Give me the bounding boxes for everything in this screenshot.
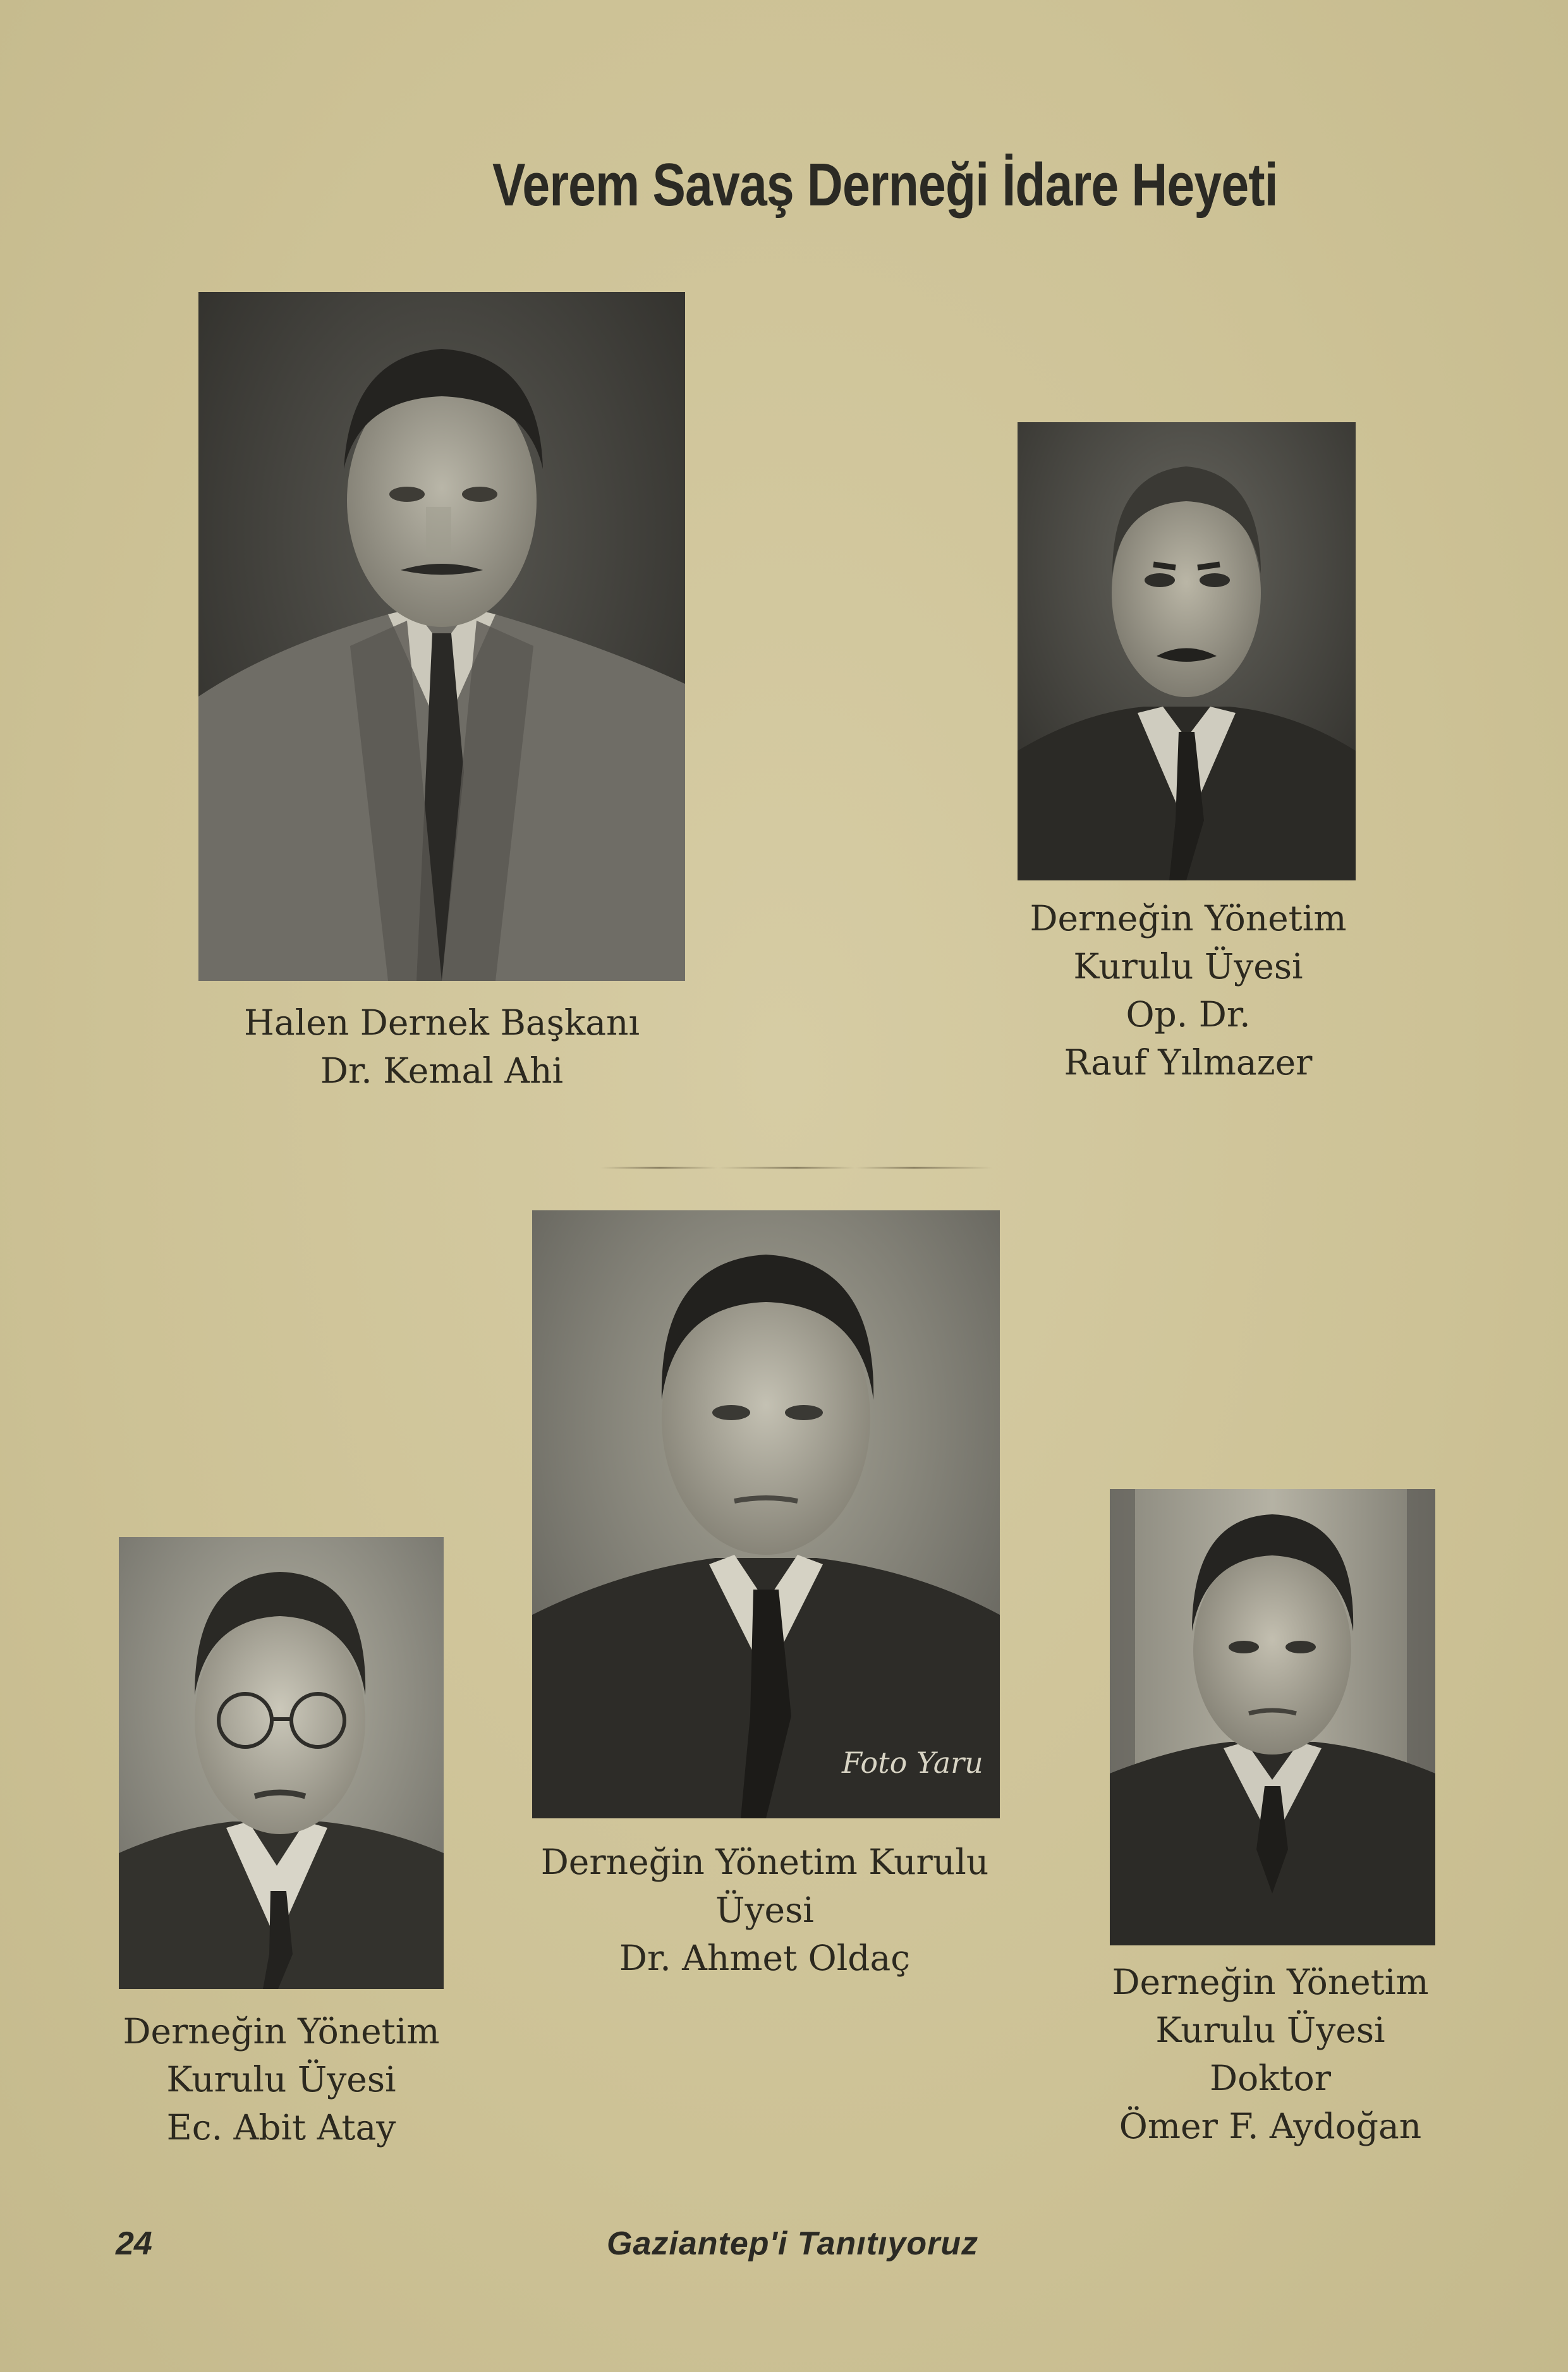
- portrait-photo-abit-atay: [119, 1537, 444, 1989]
- photographer-stamp: Foto Yaru: [842, 1746, 983, 1780]
- caption-abit-atay: [95, 2007, 468, 2151]
- caption-line: Kurulu Üyesi: [1155, 2010, 1385, 2050]
- caption-line: Ec. Abit Atay: [166, 2107, 396, 2148]
- caption-line: Derneğin Yönetim Kurulu: [540, 1842, 989, 1882]
- caption-rauf-yilmazer: [986, 894, 1390, 1086]
- page-title: Verem Savaş Derneği İdare Heyeti: [492, 151, 1278, 219]
- caption-line: Derneğin Yönetim: [1030, 898, 1347, 939]
- portrait-photo-omer-aydogan: [1110, 1489, 1435, 1945]
- separator-rule: [600, 1167, 992, 1169]
- portrait-photo-kemal-ahi: [198, 292, 685, 981]
- caption-line: Ömer F. Aydoğan: [1119, 2106, 1422, 2146]
- portrait-photo-ahmet-oldac: [532, 1210, 1000, 1818]
- caption-line: Halen Dernek Başkanı: [243, 1002, 640, 1043]
- page-number: 24: [116, 2225, 152, 2262]
- caption-line: Kurulu Üyesi: [166, 2059, 396, 2100]
- caption-kemal-ahi: [198, 999, 685, 1095]
- caption-line: Üyesi: [715, 1890, 814, 1930]
- portrait-photo-rauf-yilmazer: [1018, 422, 1356, 880]
- caption-line: Derneğin Yönetim: [123, 2011, 440, 2052]
- caption-omer-aydogan: [1074, 1958, 1466, 2150]
- caption-line: Kurulu Üyesi: [1073, 946, 1303, 987]
- running-footer-title: Gaziantep'i Tanıtıyoruz: [607, 2225, 979, 2262]
- caption-line: Op. Dr.: [1126, 994, 1251, 1035]
- caption-line: Derneğin Yönetim: [1112, 1962, 1429, 2002]
- caption-line: Rauf Yılmazer: [1064, 1042, 1313, 1083]
- caption-line: Doktor: [1209, 2058, 1332, 2098]
- caption-line: Dr. Kemal Ahi: [320, 1050, 564, 1091]
- caption-line: Dr. Ahmet Oldaç: [619, 1938, 911, 1978]
- caption-ahmet-oldac: [499, 1838, 1030, 1982]
